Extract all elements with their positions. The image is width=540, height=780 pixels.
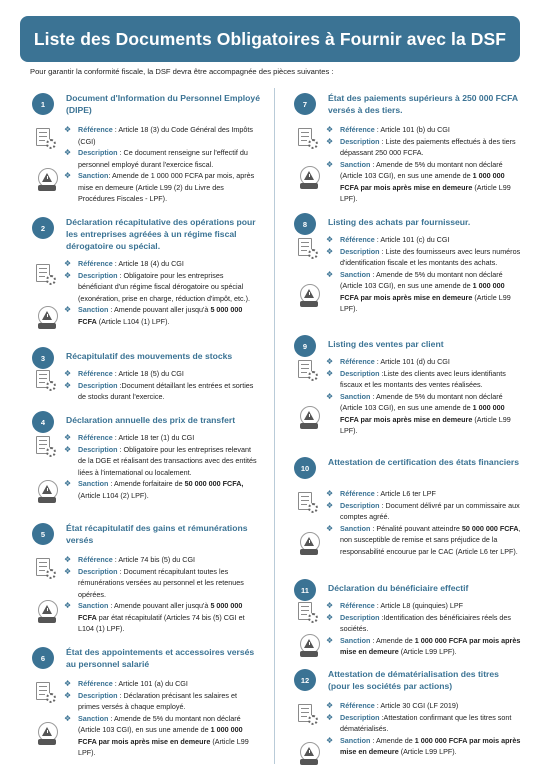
section-header xyxy=(290,88,522,118)
section-header xyxy=(28,518,260,548)
reference-label: Référence xyxy=(78,679,113,688)
section-details xyxy=(326,488,522,557)
reference-item xyxy=(64,678,260,690)
diamond-bullet-icon: ❖ xyxy=(64,305,72,314)
sanction-amount: 50 000 000 FCFA, xyxy=(184,479,244,488)
reference-item xyxy=(326,356,522,368)
section-title: État récapitulatif des gains et rémunérations versés xyxy=(66,523,248,545)
diamond-bullet-icon: ❖ xyxy=(64,566,72,576)
diamond-bullet-icon: ❖ xyxy=(64,148,72,157)
reference-item xyxy=(326,700,522,712)
sanction-text: (Article L99 LPF). xyxy=(78,736,249,757)
diamond-bullet-icon: ❖ xyxy=(326,735,334,745)
document-gear-icon xyxy=(294,492,322,518)
diamond-bullet-icon: ❖ xyxy=(326,246,334,256)
reference-label: Référence xyxy=(340,235,375,244)
sanction-label: Sanction xyxy=(340,391,371,401)
section-details xyxy=(326,600,522,658)
reference-label: Référence xyxy=(340,601,375,610)
diamond-bullet-icon: ❖ xyxy=(64,444,72,454)
description-label: Description xyxy=(340,612,380,622)
section-number-badge: 8 xyxy=(294,213,316,235)
sanction-amount: 5 000 000 FCFA xyxy=(78,305,243,326)
reference-text: : Article 101 (a) du CGI xyxy=(112,679,188,688)
sanction-label: Sanction xyxy=(340,735,371,745)
diamond-bullet-icon: ❖ xyxy=(326,235,334,244)
diamond-bullet-icon: ❖ xyxy=(326,712,334,722)
diamond-bullet-icon: ❖ xyxy=(326,159,334,169)
sanction-label: Sanction xyxy=(340,635,371,645)
diamond-bullet-icon: ❖ xyxy=(64,479,72,488)
page-title: Liste des Documents Obligatoires à Fournir avec la DSF xyxy=(33,28,507,49)
section-details xyxy=(64,258,260,327)
reference-item xyxy=(64,124,260,147)
reference-text: : Article 18 (4) du CGI xyxy=(112,259,184,268)
section-header xyxy=(290,452,522,482)
reference-text: : Article 101 (b) du CGI xyxy=(374,125,450,134)
section-4 xyxy=(28,406,260,500)
reference-label: Référence xyxy=(340,489,375,498)
sanction-amount: 1 000 000 FCFA par mois après mise en demeure xyxy=(78,725,243,746)
section-title: Déclaration annuelle des prix de transfert xyxy=(66,415,236,425)
reference-label: Référence xyxy=(340,357,375,366)
sanction-text: (Article L99 LPF). xyxy=(398,647,457,656)
diamond-bullet-icon: ❖ xyxy=(64,555,72,564)
description-text: :Identification des bénéficiaires réels des sociétés. xyxy=(340,612,511,633)
reference-text: : Article 74 bis (5) du CGI xyxy=(112,555,196,564)
sanction-text: : Amende pouvant aller jusqu'à xyxy=(108,601,211,610)
sanction-text: (Article L99 LPF). xyxy=(340,182,511,203)
description-text: : Ce document renseigne sur l'effectif du personnel employé durant l'exercice fiscal. xyxy=(78,148,248,169)
sanction-label: Sanction xyxy=(340,159,371,169)
diamond-bullet-icon: ❖ xyxy=(326,125,334,134)
sanction-text: : Amende de 5% du montant non déclaré (Article 103 CGI), en sus une amende de xyxy=(340,391,503,412)
sanction-text: : Amende forfaitaire de xyxy=(108,479,185,488)
sanction-item xyxy=(326,159,522,205)
description-text: : Déclaration précisant les salaires et primes versés à chaque employé. xyxy=(78,690,237,711)
description-item xyxy=(64,566,260,601)
warning-coins-icon xyxy=(294,634,322,660)
diamond-bullet-icon: ❖ xyxy=(64,713,72,723)
description-label: Description xyxy=(78,566,118,576)
sanction-label: Sanction xyxy=(78,171,109,180)
diamond-bullet-icon: ❖ xyxy=(326,368,334,378)
section-3 xyxy=(28,342,260,401)
section-details xyxy=(326,124,522,205)
description-item xyxy=(326,136,522,159)
description-item xyxy=(326,246,522,269)
sanction-text: : Amende de 5% du montant non déclaré (Article 103 CGI), en sus une amende de xyxy=(78,713,241,734)
diamond-bullet-icon: ❖ xyxy=(326,701,334,710)
diamond-bullet-icon: ❖ xyxy=(326,269,334,279)
sanction-amount: 5 000 000 FCFA xyxy=(78,601,243,622)
sanction-item xyxy=(64,170,260,205)
sanction-text: (Article L99 LPF). xyxy=(398,747,457,756)
sanction-item xyxy=(326,269,522,315)
reference-text: : Article 18 (3) du Code Général des Impôts (CGI) xyxy=(78,125,253,146)
sanction-text: , non susceptible de remise et sans préjudice de la responsabilité encourue par le CAC (Article L6 ter LPF). xyxy=(340,523,521,556)
sanction-amount: 1 000 000 FCFA par mois après mise en demeure xyxy=(340,403,505,424)
sanction-amount: 50 000 000 FCFA xyxy=(461,523,519,533)
sanction-text: : Amende de 5% du montant non déclaré (Article 103 CGI), en sus une amende de xyxy=(340,269,503,290)
document-gear-icon xyxy=(294,128,322,154)
sanction-text: : Amende de 1 000 000 FCFA par mois, après mise en demeure (Article L99 (2) du Livre des Procédures Fiscales - LPF). xyxy=(78,171,255,203)
document-gear-icon xyxy=(32,436,60,462)
warning-coins-icon xyxy=(32,600,60,626)
diamond-bullet-icon: ❖ xyxy=(64,369,72,378)
document-gear-icon xyxy=(294,238,322,264)
column-divider xyxy=(274,88,275,764)
sanction-item xyxy=(64,600,260,635)
description-item xyxy=(64,380,260,403)
section-7 xyxy=(290,88,522,203)
reference-text: : Article 30 CGI (LF 2019) xyxy=(374,701,459,710)
diamond-bullet-icon: ❖ xyxy=(326,601,334,610)
section-5 xyxy=(28,518,260,633)
sanction-item xyxy=(326,735,522,758)
document-gear-icon xyxy=(32,128,60,154)
section-title: Récapitulatif des mouvements de stocks xyxy=(66,351,233,361)
title-banner xyxy=(20,16,520,62)
reference-label: Référence xyxy=(340,701,375,710)
sanction-text: : Amende de 5% du montant non déclaré (Article 103 CGI), en sus une amende de xyxy=(340,159,503,180)
description-label: Description xyxy=(78,690,118,700)
section-header xyxy=(28,88,260,118)
sanction-label: Sanction xyxy=(78,479,109,488)
warning-coins-icon xyxy=(32,722,60,748)
diamond-bullet-icon: ❖ xyxy=(326,136,334,146)
description-item xyxy=(64,690,260,713)
sanction-text: : Pénalité pouvant atteindre xyxy=(370,523,462,533)
sanction-label: Sanction xyxy=(340,269,371,279)
section-12 xyxy=(290,664,522,756)
description-text: :Attestation confirmant que les titres sont dématérialisés. xyxy=(340,712,512,733)
reference-item xyxy=(326,488,522,500)
document-gear-icon xyxy=(294,704,322,730)
description-item xyxy=(64,270,260,305)
description-item xyxy=(326,368,522,391)
description-item xyxy=(64,147,260,170)
description-label: Description xyxy=(340,246,380,256)
warning-coins-icon xyxy=(294,532,322,558)
reference-text: : Article 18 ter (1) du CGI xyxy=(112,433,195,442)
diamond-bullet-icon: ❖ xyxy=(326,612,334,622)
document-gear-icon xyxy=(32,264,60,290)
diamond-bullet-icon: ❖ xyxy=(64,690,72,700)
sanction-text: : Amende de xyxy=(370,635,415,645)
reference-item xyxy=(326,600,522,612)
section-number-badge: 1 xyxy=(32,93,54,115)
diamond-bullet-icon: ❖ xyxy=(64,259,72,268)
sanction-label: Sanction xyxy=(78,601,109,610)
diamond-bullet-icon: ❖ xyxy=(64,270,72,280)
description-text: :Document détaillant les entrées et sorties de stocks durant l'exercice. xyxy=(78,380,254,401)
warning-coins-icon xyxy=(294,284,322,310)
description-label: Description xyxy=(78,444,118,454)
description-label: Description xyxy=(340,712,380,722)
section-details xyxy=(326,356,522,437)
reference-label: Référence xyxy=(78,259,113,268)
diamond-bullet-icon: ❖ xyxy=(326,391,334,401)
document-gear-icon xyxy=(294,360,322,386)
section-title: Attestation de certification des états financiers xyxy=(328,457,520,467)
reference-text: : Article 18 (5) du CGI xyxy=(112,369,184,378)
reference-text: : Article 101 (d) du CGI xyxy=(374,357,450,366)
description-label: Description xyxy=(340,368,380,378)
diamond-bullet-icon: ❖ xyxy=(326,357,334,366)
reference-item xyxy=(326,124,522,136)
sanction-text: (Article L99 LPF). xyxy=(340,414,511,435)
document-gear-icon xyxy=(32,370,60,396)
description-label: Description xyxy=(340,500,380,510)
diamond-bullet-icon: ❖ xyxy=(326,635,334,645)
warning-coins-icon xyxy=(32,306,60,332)
section-11 xyxy=(290,574,522,656)
diamond-bullet-icon: ❖ xyxy=(64,601,72,610)
diamond-bullet-icon: ❖ xyxy=(326,523,334,533)
sanction-label: Sanction xyxy=(78,305,109,314)
section-number-badge: 12 xyxy=(294,669,316,691)
section-title: État des appointements et accessoires versés au personnel salarié xyxy=(66,647,255,669)
section-number-badge: 5 xyxy=(32,523,54,545)
section-details xyxy=(326,234,522,315)
description-text: : Liste des fournisseurs avec leurs numéros d'identification fiscale et les montants des achats. xyxy=(340,246,521,267)
section-title: Déclaration récapitulative des opérations pour les entreprises agréées à un régime fiscal dérogatoire ou spécial. xyxy=(66,217,256,251)
section-number-badge: 4 xyxy=(32,411,54,433)
sanction-amount: 1 000 000 FCFA par mois après mise en demeure xyxy=(340,635,521,656)
section-1 xyxy=(28,88,260,203)
warning-coins-icon xyxy=(294,742,322,768)
diamond-bullet-icon: ❖ xyxy=(64,679,72,688)
sanction-amount: 1 000 000 FCFA par mois après mise en demeure xyxy=(340,735,521,756)
reference-text: : Article 101 (c) du CGI xyxy=(374,235,450,244)
section-title: Déclaration du bénéficiaire effectif xyxy=(328,583,469,593)
reference-text: : Article L8 (quinquies) LPF xyxy=(374,601,464,610)
diamond-bullet-icon: ❖ xyxy=(64,433,72,442)
description-item xyxy=(64,444,260,479)
section-title: Attestation de dématérialisation des titres (pour les sociétés par actions) xyxy=(328,669,499,691)
description-text: : Document récapitulant toutes les rémunérations versées au personnel et les retenues opérées. xyxy=(78,566,244,599)
sanction-text: : Amende de xyxy=(370,735,415,745)
document-gear-icon xyxy=(32,682,60,708)
section-header xyxy=(28,642,260,672)
intro-text: Pour garantir la conformité fiscale, la DSF devra être accompagnée des pièces suivantes : xyxy=(30,67,334,76)
section-6 xyxy=(28,642,260,757)
warning-coins-icon xyxy=(294,406,322,432)
reference-label: Référence xyxy=(78,433,113,442)
diamond-bullet-icon: ❖ xyxy=(64,380,72,390)
sanction-text: (Article L104 (2) LPF). xyxy=(78,490,149,500)
section-2 xyxy=(28,212,260,326)
description-text: : Liste des paiements effectués à des tiers dépassant 250 000 FCFA. xyxy=(340,136,516,157)
description-label: Description xyxy=(340,136,380,146)
section-details xyxy=(64,124,260,205)
diamond-bullet-icon: ❖ xyxy=(64,171,72,180)
reference-item xyxy=(326,234,522,246)
sanction-text: (Article L104 (1) LPF). xyxy=(96,316,170,326)
description-text: : Document délivré par un commissaire aux comptes agréé. xyxy=(340,500,520,521)
sanction-text: par état récapitulatif (Articles 74 bis (5) CGI et L104 (1) LPF). xyxy=(78,612,245,633)
section-title: Listing des achats par fournisseur. xyxy=(328,217,471,227)
section-details xyxy=(64,432,260,501)
sanction-item xyxy=(64,713,260,759)
section-details xyxy=(64,368,260,403)
sanction-item xyxy=(64,478,260,501)
sanction-amount: 1 000 000 FCFA par mois après mise en demeure xyxy=(340,281,505,302)
section-header xyxy=(28,212,260,251)
diamond-bullet-icon: ❖ xyxy=(326,489,334,498)
warning-coins-icon xyxy=(294,166,322,192)
section-number-badge: 9 xyxy=(294,335,316,357)
section-title: Listing des ventes par client xyxy=(328,339,444,349)
section-details xyxy=(64,554,260,635)
description-text: : Obligatoire pour les entreprises relevant de la DGE et réalisant des transactions avec des entités liées à l'international ou localement. xyxy=(78,444,257,477)
warning-coins-icon xyxy=(32,168,60,194)
section-number-badge: 11 xyxy=(294,579,316,601)
warning-coins-icon xyxy=(32,480,60,506)
sanction-amount: 1 000 000 FCFA par mois après mise en demeure xyxy=(340,171,505,192)
section-number-badge: 3 xyxy=(32,347,54,369)
reference-label: Référence xyxy=(78,369,113,378)
section-9 xyxy=(290,330,522,435)
reference-label: Référence xyxy=(340,125,375,134)
reference-item xyxy=(64,432,260,444)
section-details xyxy=(326,700,522,758)
description-item xyxy=(326,612,522,635)
section-title: Document d'Information du Personnel Employé (DIPE) xyxy=(66,93,260,115)
section-title: État des paiements supérieurs à 250 000 FCFA versés à des tiers. xyxy=(328,93,518,115)
sanction-item xyxy=(326,635,522,658)
diamond-bullet-icon: ❖ xyxy=(64,125,72,134)
reference-item xyxy=(64,368,260,380)
sanction-item xyxy=(326,523,522,558)
description-label: Description xyxy=(78,270,118,280)
description-text: :Liste des clients avec leurs identifiants fiscaux et les montants des ventes réalisées. xyxy=(340,368,506,389)
section-header xyxy=(290,664,522,694)
sanction-item xyxy=(64,304,260,327)
description-label: Description xyxy=(78,148,118,157)
sanction-text: : Amende pouvant aller jusqu'à xyxy=(108,305,211,314)
description-label: Description xyxy=(78,380,118,390)
document-gear-icon xyxy=(294,602,322,628)
reference-text: : Article L6 ter LPF xyxy=(374,489,436,498)
reference-item xyxy=(64,258,260,270)
section-8 xyxy=(290,208,522,313)
section-number-badge: 10 xyxy=(294,457,316,479)
sanction-item xyxy=(326,391,522,437)
reference-label: Référence xyxy=(78,555,113,564)
document-gear-icon xyxy=(32,558,60,584)
section-details xyxy=(64,678,260,759)
reference-item xyxy=(64,554,260,566)
description-item xyxy=(326,712,522,735)
section-number-badge: 7 xyxy=(294,93,316,115)
sanction-text: (Article L99 LPF). xyxy=(340,292,511,313)
sanction-label: Sanction xyxy=(340,523,371,533)
section-number-badge: 6 xyxy=(32,647,54,669)
description-text: : Obligatoire pour les entreprises bénéficiant d'un régime fiscal dérogatoire ou spécial (exonération, prise en charge, réduction d'impôt, etc.). xyxy=(78,270,250,303)
sanction-label: Sanction xyxy=(78,713,109,723)
description-item xyxy=(326,500,522,523)
section-number-badge: 2 xyxy=(32,217,54,239)
reference-label: Référence xyxy=(78,125,113,134)
diamond-bullet-icon: ❖ xyxy=(326,500,334,510)
section-10 xyxy=(290,452,522,556)
